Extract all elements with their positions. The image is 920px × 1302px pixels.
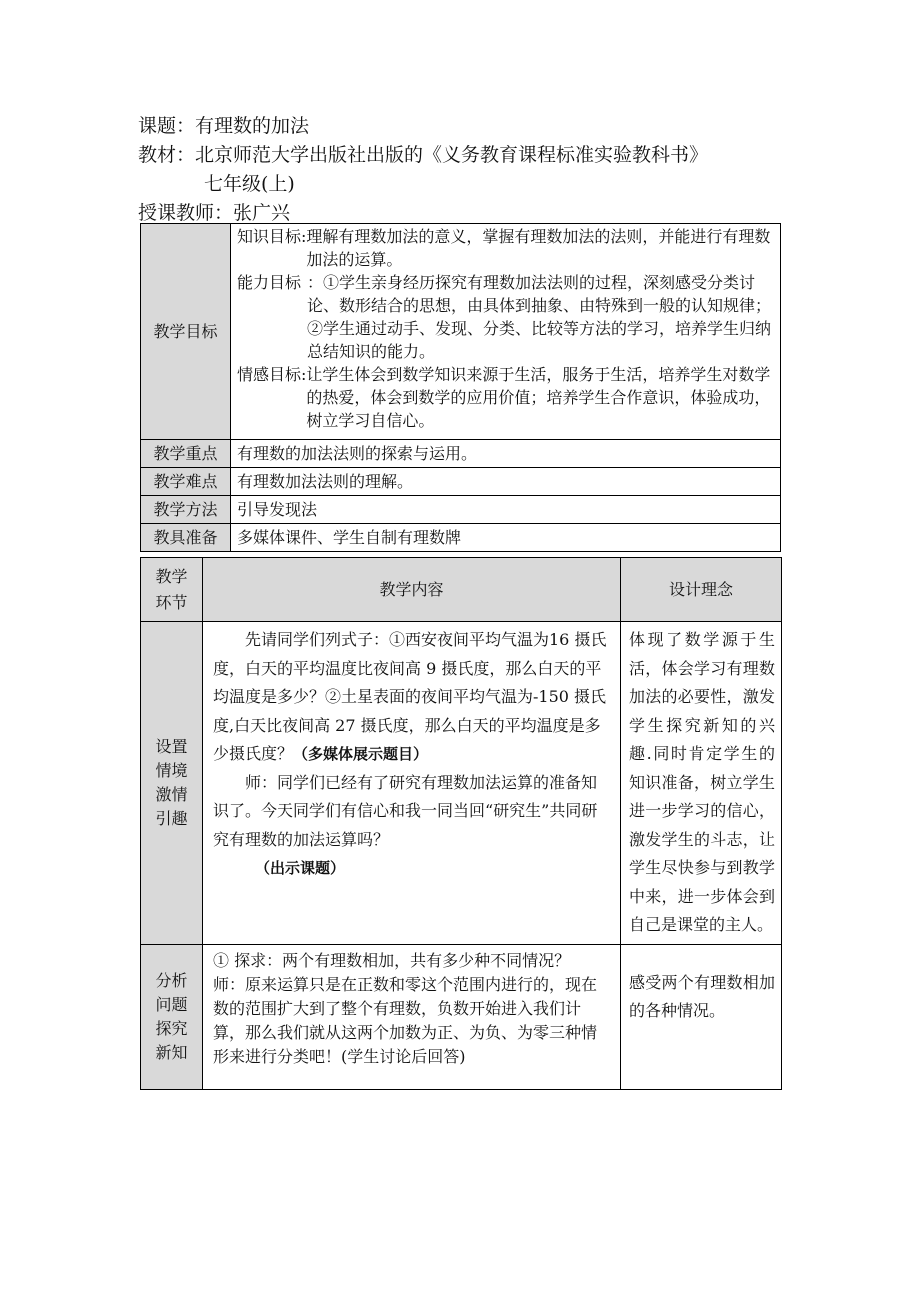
textbook-line [138, 141, 798, 170]
stage-2-line-3: 探究 [155, 1018, 188, 1038]
stage-1-label [141, 622, 203, 945]
knowledge-goal [237, 225, 774, 271]
stage-header-line-1: 教学 [155, 566, 188, 586]
process-header-row [141, 558, 782, 622]
textbook-label: 教材： [138, 144, 196, 166]
knowledge-goal-text: 理解有理数加法的意义，掌握有理数加法的法则，并能进行有理数加法的运算。 [306, 227, 771, 269]
key-point-label: 教学重点 [141, 440, 231, 468]
content-column-header: 教学内容 [203, 558, 621, 622]
objectives-row [141, 224, 781, 440]
topic-value: 有理数的加法 [195, 115, 310, 137]
stage-1-line-3: 激情 [155, 784, 188, 804]
textbook-value: 北京师范大学出版社出版的《义务教育课程标准实验教科书》 [195, 144, 709, 166]
materials-value: 多媒体课件、学生自制有理数牌 [231, 524, 781, 552]
stage-2-line-1: 分析 [155, 970, 188, 990]
stage-1-paragraph-1-bold: （多媒体展示题目） [293, 745, 429, 763]
stage-2-idea: 感受两个有理数相加的各种情况。 [621, 944, 782, 1089]
materials-row [141, 524, 781, 552]
stage-2-label [141, 944, 203, 1089]
objectives-table [140, 223, 781, 552]
stage-1-paragraph-1-text: 先请同学们列式子：①西安夜间平均气温为16 摄氏度，白天的平均温度比夜间高 9 摄氏度，那么白天的平均温度是多少？②土星表面的夜间平均气温为-150 摄氏度,白天比夜间高 27 摄氏度，那么白天的平均温度是多少摄氏度？ [213, 630, 607, 763]
knowledge-goal-label: 知识目标: [237, 227, 307, 246]
key-point-value: 有理数的加法法则的探索与运用。 [231, 440, 781, 468]
stage-1-line-4: 引趣 [155, 808, 188, 828]
stage-1-paragraph-2: 师：同学们已经有了研究有理数加法运算的准备知识了。今天同学们有信心和我一同当回“研究生”共同研究有理数的加法运算吗？ [213, 772, 598, 849]
stage-2-paragraph-2: 师：原来运算只是在正数和零这个范围内进行的，现在数的范围扩大到了整个有理数，负数开始进入我们计算，那么我们就从这两个加数为正、为负、为零三种情形来进行分类吧！(学生讨论后回答) [213, 974, 598, 1066]
process-table [140, 557, 782, 1090]
emotion-goal-label: 情感目标: [237, 365, 307, 384]
topic-line [138, 112, 798, 141]
materials-label: 教具准备 [141, 524, 231, 552]
difficulty-label: 教学难点 [141, 468, 231, 496]
stage-1-line-1: 设置 [155, 736, 188, 756]
stage-2-line-4: 新知 [155, 1042, 188, 1062]
stage-1-content [203, 622, 621, 945]
stage-column-header [141, 558, 203, 622]
ability-goal-text: ：①学生亲身经历探究有理数加法法则的过程，深刻感受分类讨论、数形结合的思想，由具体到抽象、由特殊到一般的认知规律；②学生通过动手、发现、分类、比较等方法的学习，培养学生归纳总结知识的能力。 [307, 273, 772, 361]
process-section-2 [141, 944, 782, 1089]
process-section-1 [141, 622, 782, 945]
stage-1-line-2: 情境 [155, 760, 188, 780]
stage-2-line-2: 问题 [155, 994, 188, 1014]
stage-1-idea: 体现了数学源于生活，体会学习有理数加法的必要性，激发学生探究新知的兴趣.同时肯定学生的知识准备，树立学生进一步学习的信心，激发学生的斗志，让学生尽快参与到教学中来，进一步体会到自己是课堂的主人。 [621, 622, 782, 945]
idea-column-header: 设计理念 [621, 558, 782, 622]
document-header [138, 112, 798, 228]
emotion-goal [237, 363, 774, 432]
ability-goal [237, 271, 774, 363]
objectives-content [231, 224, 781, 440]
topic-label: 课题： [138, 115, 196, 137]
method-value: 引导发现法 [231, 496, 781, 524]
stage-1-paragraph-1 [213, 626, 612, 769]
difficulty-row [141, 468, 781, 496]
stage-1-paragraph-3: （出示课题） [255, 859, 346, 877]
teacher-label: 授课教师： [138, 202, 234, 224]
difficulty-value: 有理数加法法则的理解。 [231, 468, 781, 496]
textbook-value-2: 七年级(上) [204, 173, 295, 195]
stage-header-line-2: 环节 [155, 592, 188, 612]
teacher-value: 张广兴 [233, 202, 291, 224]
method-row [141, 496, 781, 524]
textbook-line-2 [138, 170, 798, 199]
stage-2-content [203, 944, 621, 1089]
stage-2-paragraph-1: ① 探求：两个有理数相加，共有多少种不同情况？ [213, 950, 571, 970]
emotion-goal-text: 让学生体会到数学知识来源于生活，服务于生活，培养学生对数学的热爱，体会到数学的应用价值；培养学生合作意识，体验成功，树立学习自信心。 [306, 365, 771, 430]
method-label: 教学方法 [141, 496, 231, 524]
key-point-row [141, 440, 781, 468]
ability-goal-label: 能力目标 [237, 273, 302, 292]
objectives-label: 教学目标 [141, 224, 231, 440]
